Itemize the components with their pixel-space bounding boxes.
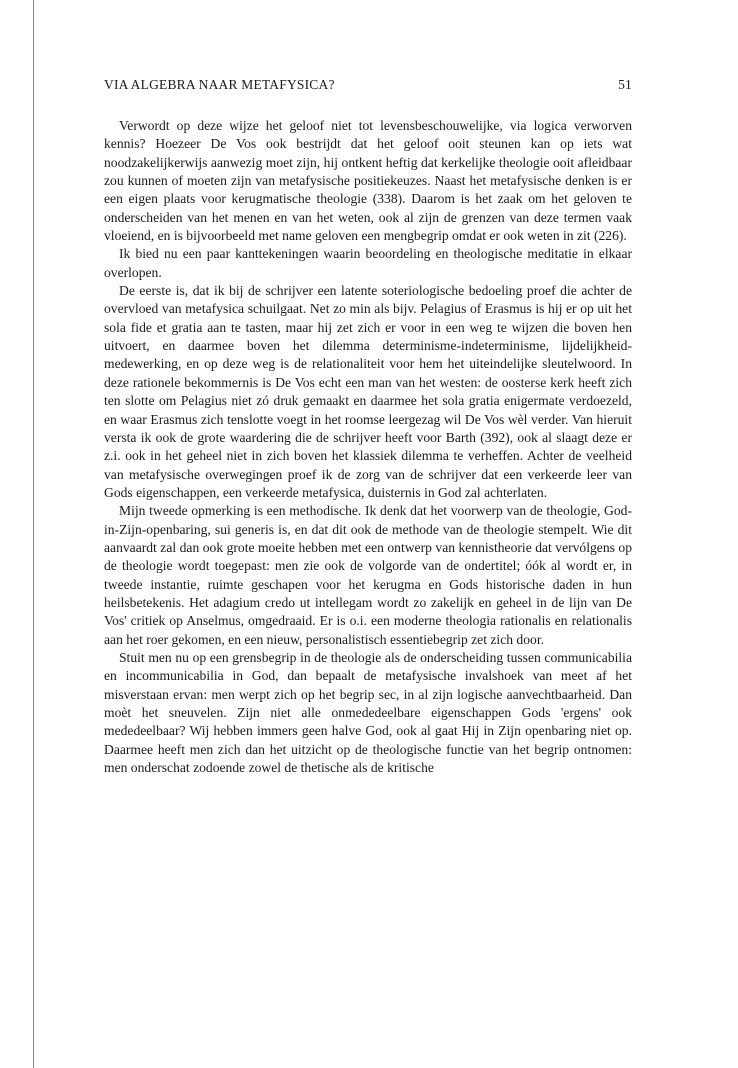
paragraph: Mijn tweede opmerking is een methodische. Ik denk dat het voorwerp van de theologie, God-in-Zijn-openbaring, sui generis is, en dat dit ook de methode van de theologie stempelt. Wie dit aanvaardt zal dan ook grote moeite hebben met een ontwerp van kennistheorie dat vervólgens op de theologie wordt toegepast: men zie ook de volgorde van de ondertitel; óók al wordt er, in tweede instantie, ruimte geschapen voor het kerugma en Gods historische daden in hun heilsbetekenis. Het adagium credo ut intellegam wordt zo zakelijk en geheel in de lijn van De Vos' critiek op Anselmus, omgedraaid. Er is o.i. een moderne theologia rationalis en relationalis aan het roer gekomen, en een nieuw, personalistisch essentiebegrip zet zich door. [104, 503, 632, 647]
paragraph: Stuit men nu op een grensbegrip in de theologie als de onderscheiding tussen communicabilia en incommunicabilia in God, dan bepaalt de metafysische invalshoek van meet af het misverstaan ervan: men werpt zich op het begrip sec, in al zijn logische aanvechtbaarheid. Dan moèt het sneuvelen. Zijn niet alle onmededeelbare eigenschappen Gods 'ergens' ook mededeelbaar? Wij hebben immers geen halve God, ook al gaat Hij in Zijn openbaring niet op. Daarmee heeft men zich dan het uitzicht op de theologische functie van het begrip ontnomen: men onderschat zodoende zowel de thetische als de kritische [104, 649, 632, 776]
paragraph: Ik bied nu een paar kanttekeningen waarin beoordeling en theologische meditatie in elkaar overlopen. [104, 246, 632, 280]
body-text [104, 117, 632, 777]
scan-margin-line [33, 0, 34, 1068]
paragraph: De eerste is, dat ik bij de schrijver een latente soteriologische bedoeling proef die achter de overvloed van metafysica schuilgaat. Net zo min als bijv. Pelagius of Erasmus is hij er op uit het sola fide et gratia aan te tasten, maar hij zet zich er voor in een weg te wijzen die boven hen uitvoert, en daarmee boven het dilemma determinisme-indeterminisme, lijdelijkheid-medewerking, en op deze weg is de relationaliteit voor hem het uiteindelijke sleutelwoord. In deze rationele bekommernis is De Vos echt een man van het westen: de oosterse kerk heeft zich ten slotte om Pelagius niet zó druk gemaakt en daarmee het sola gratia enigermate verdoezeld, en waar Erasmus zich tenslotte voegt in het roomse leergezag wil De Vos wèl verder. Van hieruit versta ik ook de grote waardering die de schrijver heeft voor Barth (392), ook al slaagt deze er z.i. ook in het geheel niet in zich boven het klassiek dilemma te verheffen. Achter de veelheid van metafysische overwegingen proef ik de zorg van de schrijver dat een verkeerde leer van Gods eigenschappen, een verkeerde metafysica, duisternis in God zal achterlaten. [104, 283, 632, 500]
page-number: 51 [618, 77, 632, 92]
page-header [104, 77, 632, 93]
running-title: VIA ALGEBRA NAAR METAFYSICA? [104, 77, 335, 92]
paragraph: Verwordt op deze wijze het geloof niet tot levensbeschouwelijke, via logica verworven kennis? Hoezeer De Vos ook bestrijdt dat het geloof ooit steunen kan op iets wat noodzakelijkerwijs aanwezig moet zijn, hij ontkent heftig dat kerkelijke theologie ooit afleidbaar zou kunnen of moeten zijn van metafysische positiekeuzes. Naast het metafysische denken is er een eigen plaats voor kerugmatische theologie (338). Daarom is het zaak om het geloven te onderscheiden van het menen en van het weten, ook al zijn de grenzen van deze termen vaak vloeiend, en is bijvoorbeeld met name geloven een mengbegrip omdat er ook weten in zit (226). [104, 118, 632, 244]
